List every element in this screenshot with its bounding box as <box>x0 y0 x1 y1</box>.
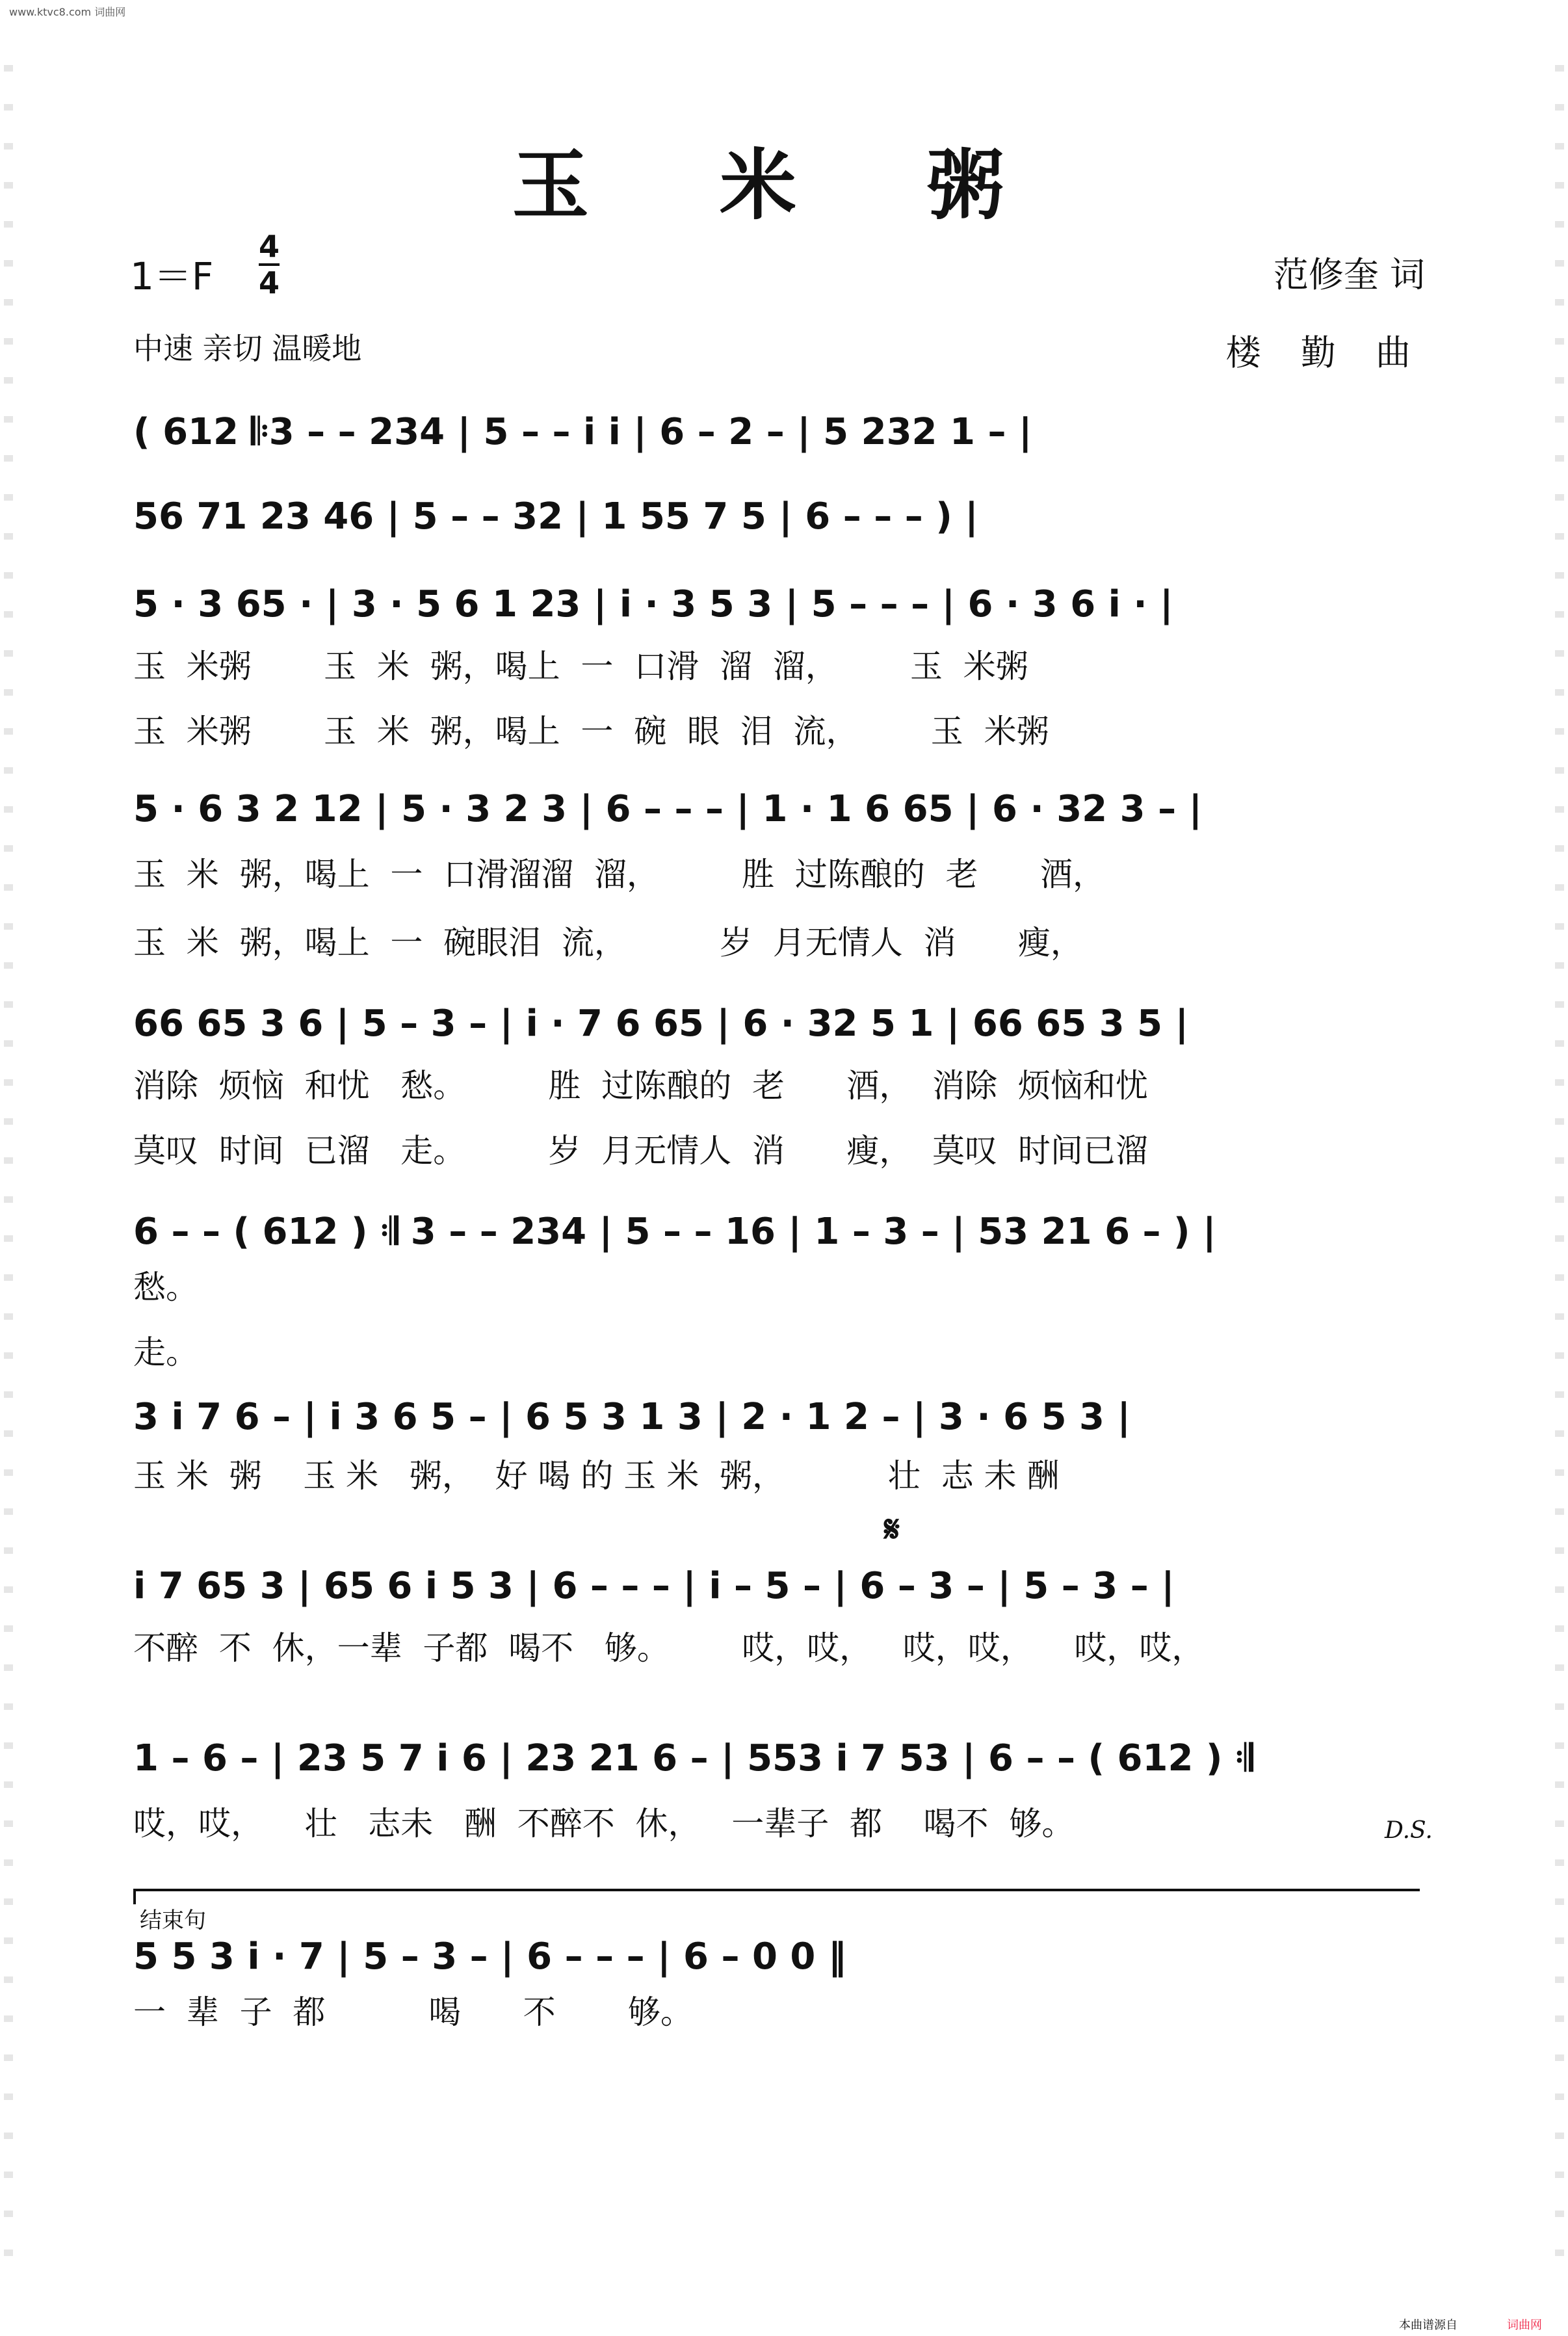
score-row-10: 5 5 3 i · 7 | 5 – 3 – | 6 – – – | 6 – 0 0 ‖ <box>133 1936 846 1978</box>
lyric-row-7: 玉 米 粥 玉 米 粥， 好 喝 的 玉 米 粥， 壮 志 未 酬 <box>133 1457 1060 1495</box>
lyric-row-4a: 玉 米 粥，喝上 一 口滑溜溜 溜， 胜 过陈酿的 老 酒， <box>133 856 1106 893</box>
lyric-row-3a: 玉 米粥 玉 米 粥，喝上 一 口滑 溜 溜， 玉 米粥 <box>133 648 1028 685</box>
lyric-row-6a: 愁。 <box>133 1268 198 1306</box>
lyric-row-10: 一 辈 子 都 喝 不 够。 <box>133 1993 693 2031</box>
watermark-strip-right <box>1555 65 1564 2276</box>
site-url: www.ktvc8.com 词曲网 <box>9 6 126 18</box>
lyric-row-9: 哎，哎， 壮 志未 酬 不醉不 休， 一辈子 都 喝不 够。 <box>133 1805 1075 1843</box>
ending-bracket <box>133 1889 1420 1904</box>
tempo-marking: 中速 亲切 温暖地 <box>133 331 362 366</box>
footer-source: 本曲谱源自 <box>1399 2318 1457 2332</box>
score-row-8: i 7 65 3 | 65 6 i 5 3 | 6 – – – | i – 5 – | 6 – 3 – | 5 – 3 – | <box>133 1565 1175 1607</box>
lyric-row-8: 不醉 不 休，一辈 子都 喝不 够。 哎，哎， 哎，哎， 哎，哎， <box>133 1629 1205 1667</box>
time-signature-top: 4 <box>259 229 280 264</box>
score-row-3: 5 · 3 65 · | 3 · 5 6 1 23 | i · 3 5 3 | 5 – – – | 6 · 3 6 i · | <box>133 583 1173 625</box>
song-title: 玉 米 粥 <box>512 140 1056 230</box>
footer-site-logo[interactable]: 词曲网 <box>1507 2318 1542 2332</box>
ending-label: 结束句 <box>140 1908 206 1934</box>
score-row-5: 66 65 3 6 | 5 – 3 – | i · 7 6 65 | 6 · 32 5 1 | 66 65 3 5 | <box>133 1003 1189 1045</box>
watermark-strip-left <box>4 65 13 2276</box>
lyric-row-5b: 莫叹 时间 已溜 走。 岁 月无情人 消 瘦， 莫叹 时间已溜 <box>133 1132 1148 1170</box>
score-row-2: 56 71 23 46 | 5 – – 32 | 1 55 7 5 | 6 – – – ) | <box>133 495 978 538</box>
lyricist: 范修奎 词 <box>1273 254 1425 295</box>
ds-marking: D.S. <box>1385 1817 1433 1844</box>
score-row-7: 3 i 7 6 – | i 3 6 5 – | 6 5 3 1 3 | 2 · 1 2 – | 3 · 6 5 3 | <box>133 1396 1130 1438</box>
lyric-row-6b: 走。 <box>133 1333 198 1371</box>
lyric-row-3b: 玉 米粥 玉 米 粥，喝上 一 碗 眼 泪 流， 玉 米粥 <box>133 713 1049 750</box>
lyric-row-4b: 玉 米 粥，喝上 一 碗眼泪 流， 岁 月无情人 消 瘦， <box>133 924 1083 962</box>
time-signature <box>259 231 280 298</box>
score-row-9: 1 – 6 – | 23 5 7 i 6 | 23 21 6 – | 553 i 7 53 | 6 – – ( 612 ) 𝄇 <box>133 1737 1253 1779</box>
key-signature: 1＝F <box>130 254 214 298</box>
segno-sign: 𝄋 <box>884 1508 900 1551</box>
score-row-4: 5 · 6 3 2 12 | 5 · 3 2 3 | 6 – – – | 1 · 1 6 65 | 6 · 32 3 – | <box>133 788 1203 830</box>
time-signature-bottom: 4 <box>259 265 280 300</box>
lyric-row-5a: 消除 烦恼 和忧 愁。 胜 过陈酿的 老 酒， 消除 烦恼和忧 <box>133 1067 1148 1105</box>
score-row-6: 6 – – ( 612 ) 𝄇 3 – – 234 | 5 – – 16 | 1 – 3 – | 53 21 6 – ) | <box>133 1211 1216 1253</box>
composer: 楼 勤 曲 <box>1225 332 1425 373</box>
score-row-1: ( 612 𝄆3 – – 234 | 5 – – i i | 6 – 2 – | 5 232 1 – | <box>133 411 1032 453</box>
